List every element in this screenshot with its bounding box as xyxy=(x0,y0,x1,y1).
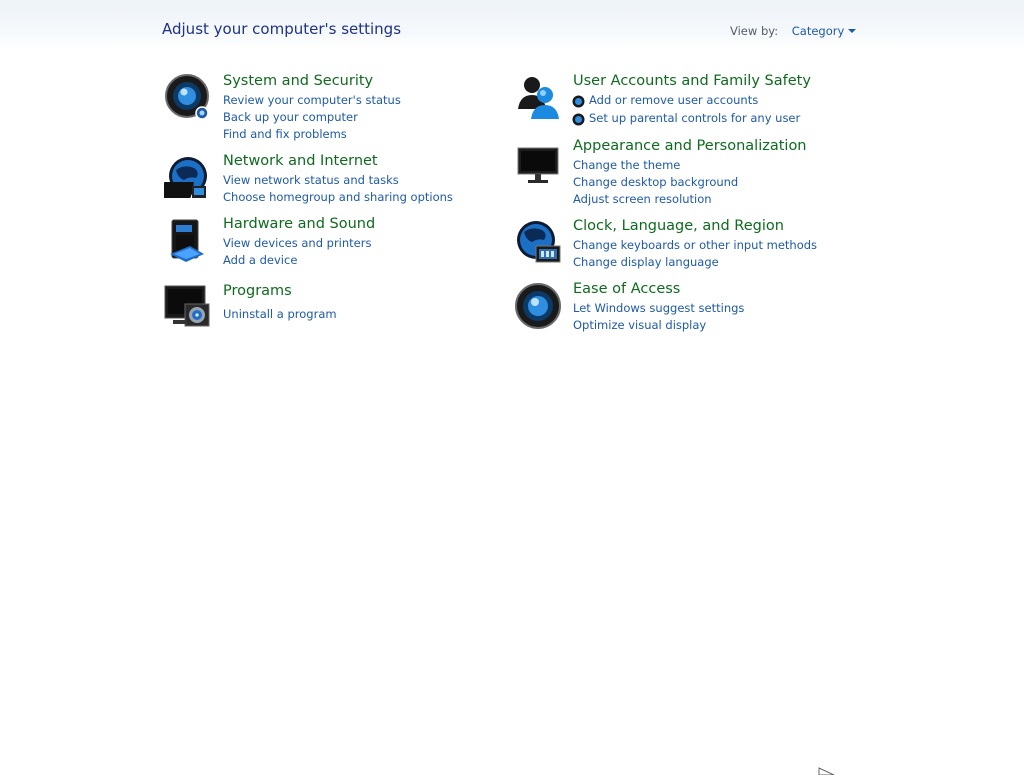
page-title: Adjust your computer's settings xyxy=(162,20,402,38)
ease-of-access-icon[interactable] xyxy=(514,282,562,330)
view-by xyxy=(730,24,856,38)
link-find-fix[interactable]: Find and fix problems xyxy=(223,127,347,141)
link-screen-resolution[interactable]: Adjust screen resolution xyxy=(573,192,712,206)
system-security-icon[interactable] xyxy=(164,73,212,121)
dropdown-caret-icon[interactable] xyxy=(848,29,856,33)
view-by-dropdown[interactable] xyxy=(792,24,857,38)
link-add-remove-users[interactable]: Add or remove user accounts xyxy=(589,93,759,107)
link-display-language[interactable]: Change display language xyxy=(573,255,719,269)
link-uninstall[interactable]: Uninstall a program xyxy=(223,307,337,321)
programs-icon[interactable] xyxy=(163,282,211,330)
category-system-security[interactable]: System and Security xyxy=(223,73,374,89)
link-network-status[interactable]: View network status and tasks xyxy=(223,173,399,187)
category-network-internet[interactable]: Network and Internet xyxy=(223,153,378,169)
link-backup[interactable]: Back up your computer xyxy=(223,110,358,124)
link-change-theme[interactable]: Change the theme xyxy=(573,158,681,172)
mouse-cursor-icon xyxy=(818,760,836,768)
category-user-accounts[interactable]: User Accounts and Family Safety xyxy=(573,73,811,89)
network-globe-icon[interactable] xyxy=(164,154,212,202)
monitor-icon[interactable] xyxy=(514,142,562,190)
category-appearance[interactable]: Appearance and Personalization xyxy=(573,138,807,154)
link-optimize-display[interactable]: Optimize visual display xyxy=(573,318,707,332)
category-hardware-sound[interactable]: Hardware and Sound xyxy=(223,216,376,232)
link-parental-controls[interactable]: Set up parental controls for any user xyxy=(589,111,801,125)
link-devices-printers[interactable]: View devices and printers xyxy=(223,236,372,250)
link-keyboards[interactable]: Change keyboards or other input methods xyxy=(573,238,818,252)
clock-globe-icon[interactable] xyxy=(514,218,562,266)
link-review-status[interactable]: Review your computer's status xyxy=(223,93,401,107)
link-suggest-settings[interactable]: Let Windows suggest settings xyxy=(573,301,745,315)
category-programs[interactable]: Programs xyxy=(223,283,292,299)
link-add-device[interactable]: Add a device xyxy=(223,253,298,267)
view-by-label: View by: xyxy=(730,24,779,38)
link-homegroup[interactable]: Choose homegroup and sharing options xyxy=(223,190,453,204)
header-band xyxy=(0,0,1024,48)
link-desktop-background[interactable]: Change desktop background xyxy=(573,175,739,189)
hardware-speaker-icon[interactable] xyxy=(164,216,212,264)
uac-shield-icon xyxy=(572,111,585,124)
category-clock-region[interactable]: Clock, Language, and Region xyxy=(573,218,784,234)
category-ease-of-access[interactable]: Ease of Access xyxy=(573,281,681,297)
view-by-value[interactable]: Category xyxy=(791,24,845,38)
users-icon[interactable] xyxy=(514,73,562,121)
uac-shield-icon xyxy=(572,93,585,106)
